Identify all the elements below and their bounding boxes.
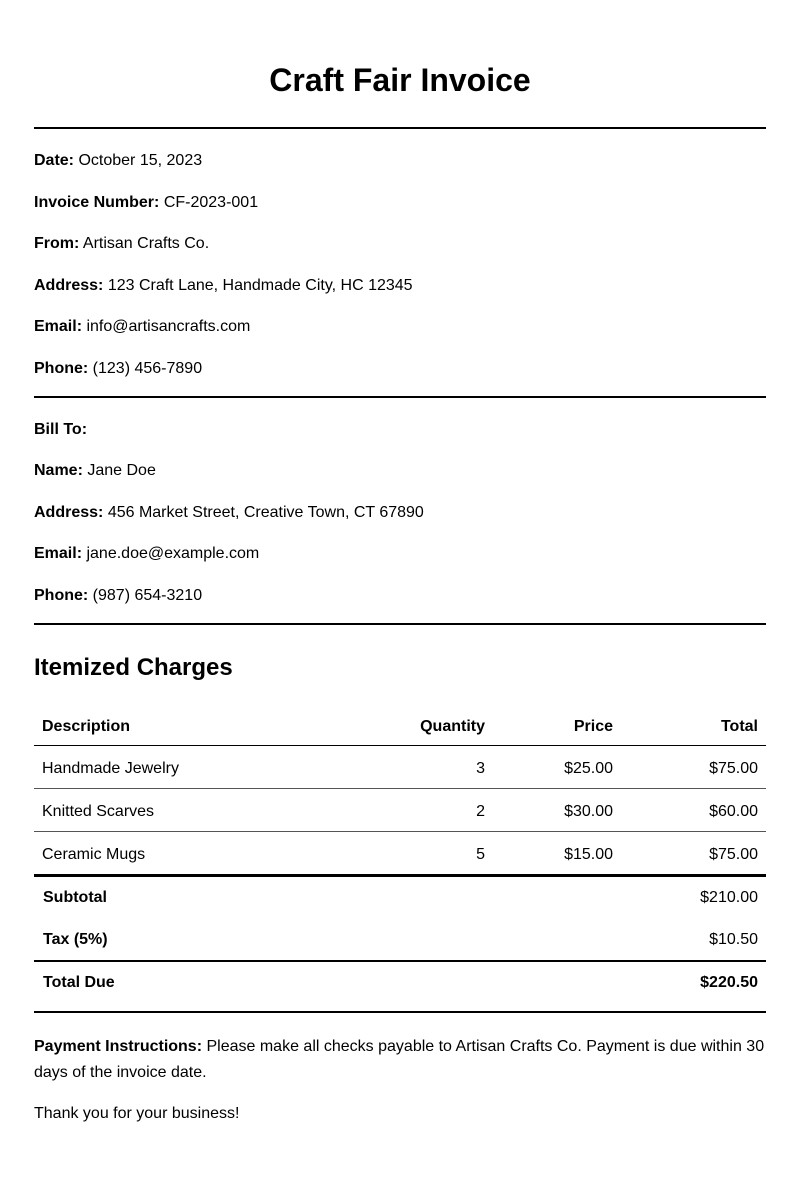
seller-name (34, 234, 766, 254)
item-total: $60.00 (709, 803, 758, 820)
from-label: From: (34, 235, 80, 252)
tax-label: Tax (5%) (43, 931, 108, 948)
subtotal-rule (34, 874, 766, 877)
payment-instructions (34, 1034, 766, 1086)
divider (34, 1011, 766, 1013)
invoice-number-label: Invoice Number: (34, 194, 160, 211)
divider (34, 127, 766, 129)
item-total: $75.00 (709, 760, 758, 777)
payment-instructions-label: Payment Instructions: (34, 1038, 203, 1055)
customer-phone-value: (987) 654-3210 (92, 587, 203, 604)
seller-email-label: Email: (34, 318, 83, 335)
customer-address (34, 503, 766, 523)
customer-phone-label: Phone: (34, 587, 89, 604)
bill-to-label: Bill To: (34, 421, 88, 438)
column-header-total: Total (720, 718, 758, 735)
item-total: $75.00 (709, 846, 758, 863)
tax-value: $10.50 (709, 931, 758, 948)
customer-name (34, 461, 766, 481)
item-price: $30.00 (564, 803, 613, 820)
seller-phone (34, 359, 766, 379)
date-label: Date: (34, 152, 75, 169)
customer-email (34, 544, 766, 564)
customer-name-value: Jane Doe (87, 462, 156, 479)
seller-email (34, 317, 766, 337)
item-description: Knitted Scarves (42, 803, 155, 820)
seller-address (34, 276, 766, 296)
invoice-number-value: CF-2023-001 (163, 194, 259, 211)
page-title: Craft Fair Invoice (269, 62, 531, 98)
row-divider (34, 831, 766, 832)
date-value: October 15, 2023 (78, 152, 203, 169)
section-heading: Itemized Charges (34, 654, 233, 681)
customer-address-value: 456 Market Street, Creative Town, CT 67890 (107, 504, 424, 521)
column-header-description: Description (42, 718, 131, 735)
item-quantity: 2 (476, 803, 485, 820)
thank-you-note: Thank you for your business! (34, 1105, 240, 1122)
column-header-price: Price (573, 718, 613, 735)
seller-name-value: Artisan Crafts Co. (82, 235, 210, 252)
total-due-rule (34, 960, 766, 962)
item-quantity: 5 (476, 846, 485, 863)
invoice-number (34, 193, 766, 213)
item-price: $15.00 (564, 846, 613, 863)
invoice-date (34, 151, 766, 171)
customer-email-label: Email: (34, 545, 83, 562)
divider (34, 396, 766, 398)
item-price: $25.00 (564, 760, 613, 777)
customer-phone (34, 586, 766, 606)
seller-email-value[interactable]: info@artisancrafts.com (86, 318, 251, 335)
total-due-value: $220.50 (700, 974, 758, 991)
item-description: Ceramic Mugs (42, 846, 146, 863)
total-due-label: Total Due (43, 974, 115, 991)
seller-address-value: 123 Craft Lane, Handmade City, HC 12345 (107, 277, 413, 294)
subtotal-label: Subtotal (43, 889, 107, 906)
customer-address-label: Address: (34, 504, 104, 521)
payment-instructions-text: Please make all checks payable to Artisan Crafts Co. Payment is due within 30 days of the invoice date. (34, 1038, 765, 1081)
row-divider (34, 788, 766, 789)
bill-to-heading (34, 420, 766, 440)
column-header-quantity: Quantity (420, 718, 485, 735)
customer-name-label: Name: (34, 462, 83, 479)
item-description: Handmade Jewelry (42, 760, 179, 777)
divider (34, 623, 766, 625)
customer-email-value[interactable]: jane.doe@example.com (86, 545, 260, 562)
subtotal-value: $210.00 (700, 889, 758, 906)
seller-phone-value: (123) 456-7890 (92, 360, 203, 377)
item-quantity: 3 (476, 760, 485, 777)
seller-phone-label: Phone: (34, 360, 89, 377)
table-header-rule (34, 745, 766, 746)
seller-address-label: Address: (34, 277, 104, 294)
